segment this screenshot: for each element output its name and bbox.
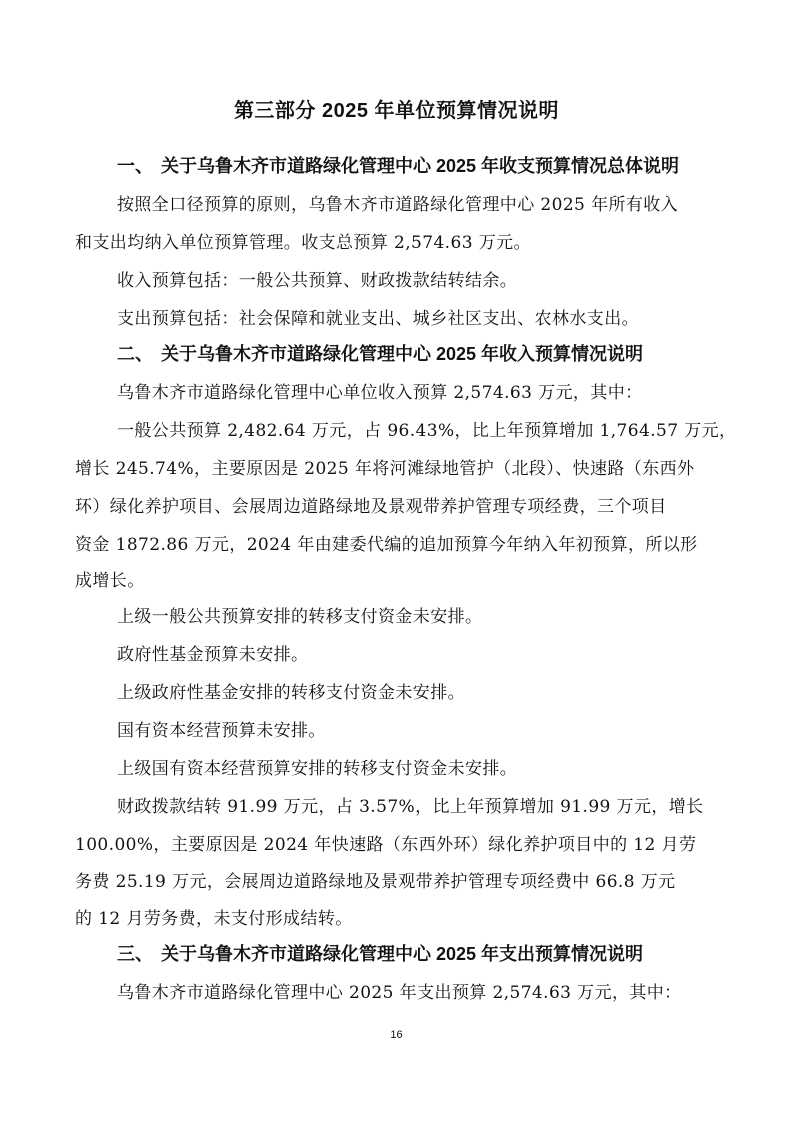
paragraph-line: 按照全口径预算的原则，乌鲁木齐市道路绿化管理中心 2025 年所有收入: [117, 195, 679, 215]
section-heading-text: 关于乌鲁木齐市道路绿化管理中心 2025 年收入预算情况说明: [161, 344, 644, 364]
paragraph-line: 财政拨款结转 91.99 万元，占 3.57%，比上年预算增加 91.99 万元，增长: [117, 797, 704, 817]
paragraph-line: 乌鲁木齐市道路绿化管理中心单位收入预算 2,574.63 万元，其中：: [117, 383, 643, 403]
page-number: 16: [390, 1029, 403, 1041]
section-heading-1: [117, 152, 679, 178]
paragraph-line: 支出预算包括：社会保障和就业支出、城乡社区支出、农林水支出。: [117, 309, 639, 329]
section-heading-3: [117, 940, 643, 966]
paragraph-line: 100.00%，主要原因是 2024 年快速路（东西外环）绿化养护项目中的 12 月劳: [75, 835, 697, 855]
section-heading-2: [117, 340, 643, 366]
section-heading-text: 关于乌鲁木齐市道路绿化管理中心 2025 年支出预算情况说明: [161, 944, 644, 964]
section-number: 一、: [117, 156, 153, 176]
section-number: 三、: [117, 944, 153, 964]
paragraph-line: 务费 25.19 万元，会展周边道路绿地及景观带养护管理专项经费中 66.8 万元: [75, 872, 676, 892]
paragraph-line: 国有资本经营预算未安排。: [117, 721, 326, 741]
paragraph-line: 上级政府性基金安排的转移支付资金未安排。: [117, 683, 465, 703]
paragraph-line: 政府性基金预算未安排。: [117, 645, 309, 665]
page-title: 第三部分 2025 年单位预算情况说明: [233, 100, 560, 122]
paragraph-line: 增长 245.74%，主要原因是 2025 年将河滩绿地管护（北段）、快速路（东西外: [75, 459, 695, 479]
paragraph-line: 的 12 月劳务费，未支付形成结转。: [75, 909, 353, 929]
paragraph-line: 环）绿化养护项目、会展周边道路绿地及景观带养护管理专项经费，三个项目: [75, 497, 667, 517]
paragraph-line: 收入预算包括：一般公共预算、财政拨款结转结余。: [117, 271, 518, 291]
section-number: 二、: [117, 344, 153, 364]
paragraph-line: 上级国有资本经营预算安排的转移支付资金未安排。: [117, 759, 518, 779]
paragraph-line: 成增长。: [75, 571, 145, 591]
paragraph-line: 上级一般公共预算安排的转移支付资金未安排。: [117, 607, 483, 627]
paragraph-line: 和支出均纳入单位预算管理。收支总预算 2,574.63 万元。: [75, 233, 531, 253]
section-heading-text: 关于乌鲁木齐市道路绿化管理中心 2025 年收支预算情况总体说明: [161, 156, 680, 176]
paragraph-line: 资金 1872.86 万元，2024 年由建委代编的追加预算今年纳入年初预算，所以形: [75, 535, 698, 555]
paragraph-line: 一般公共预算 2,482.64 万元，占 96.43%，比上年预算增加 1,764.57 万元，: [117, 421, 737, 441]
paragraph-line: 乌鲁木齐市道路绿化管理中心 2025 年支出预算 2,574.63 万元，其中：: [117, 983, 682, 1003]
